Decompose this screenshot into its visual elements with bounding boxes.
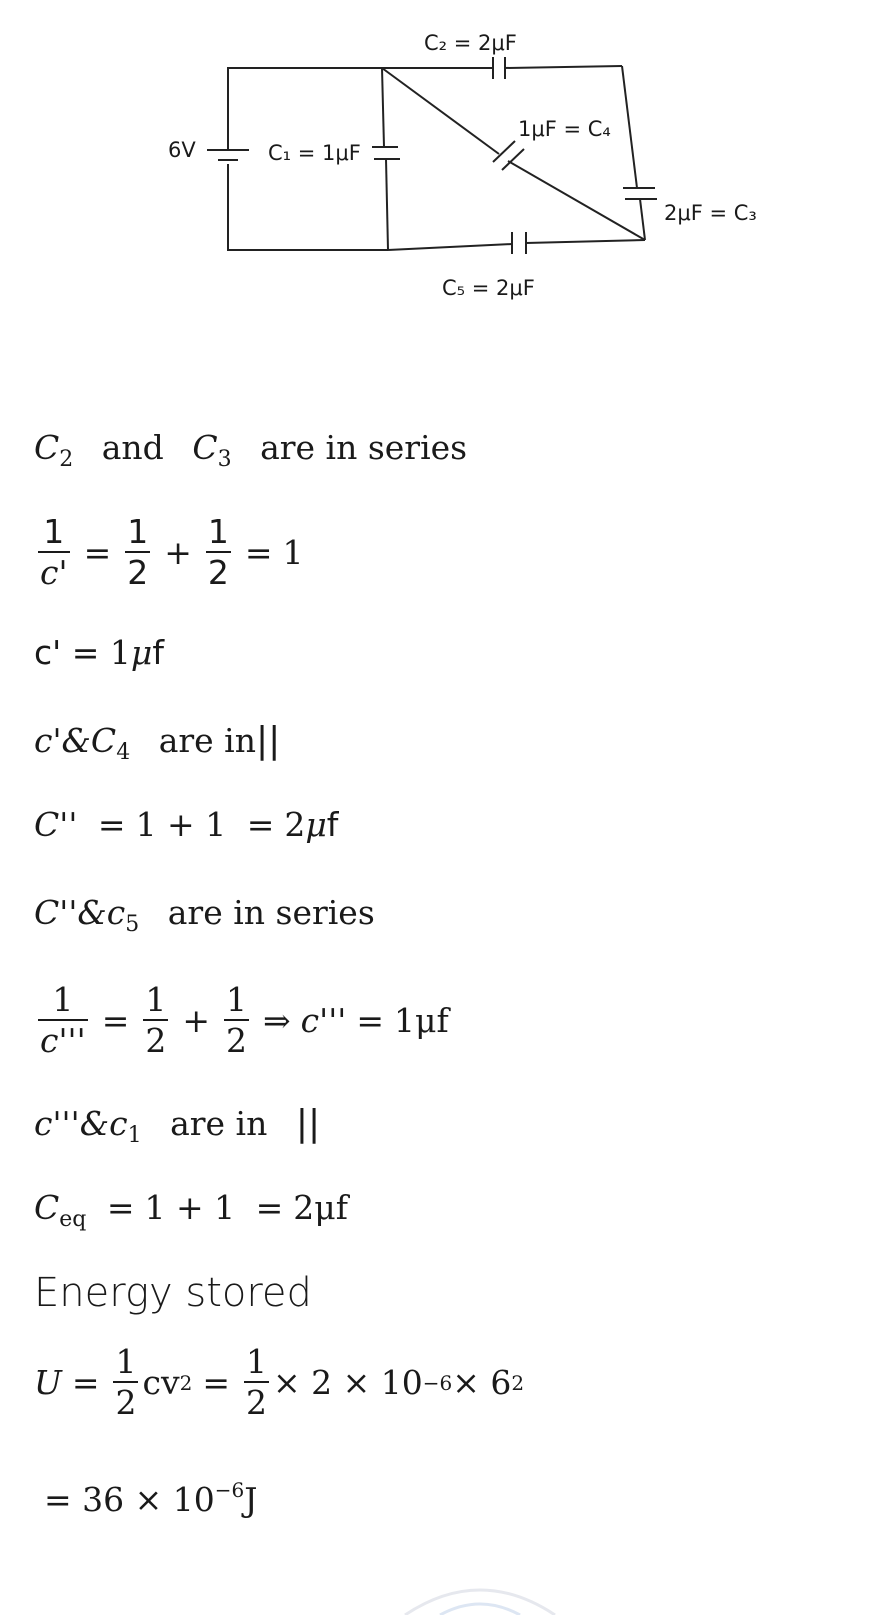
result-expression: = 36 × 10 — [44, 1480, 215, 1519]
exponent-minus-6: −6 — [214, 1478, 245, 1502]
numerator: 1 — [127, 512, 149, 551]
cv-exponent: 2 — [179, 1371, 193, 1395]
numerator: 1 — [145, 980, 167, 1019]
fraction-1-over-2 — [143, 981, 168, 1061]
denominator: c''' — [40, 1021, 86, 1060]
fraction-1-over-2 — [206, 513, 231, 593]
result-value: 1 — [282, 533, 304, 572]
value: 2 — [284, 805, 306, 844]
step-energy-formula: U = $\frac{1}{2}$ cv 2 = $\frac{1}{2}$ × 2 × 10 −6 × 6 2 — [34, 1342, 525, 1422]
step-c-double-prime: C'' = 1 + 1 = 2μf — [34, 805, 339, 844]
battery-label: 6V — [168, 138, 196, 162]
denominator: 2 — [226, 1021, 248, 1060]
cdp-c5-symbol: C''&c — [34, 893, 126, 932]
energy-stored-heading: Energy stored — [34, 1270, 312, 1316]
numerator: 1 — [43, 512, 65, 551]
u-symbol: U — [34, 1363, 62, 1402]
c5-subscript: 5 — [125, 912, 140, 937]
ctp-symbol: c''' — [300, 1001, 347, 1040]
c3-subscript: 3 — [217, 447, 232, 472]
cprime-c4-symbol: c'&C — [34, 721, 117, 760]
c-eq-value: 2μf — [293, 1188, 348, 1227]
numerator: 1 — [245, 1342, 267, 1381]
exponent-2: 2 — [511, 1371, 525, 1395]
bottom-decoration — [400, 1575, 560, 1615]
step-c-eq: $C_{eq} = 1 + 1 = 2\mu f$ — [34, 1188, 348, 1232]
c5-label: C₅ = 2μF — [442, 276, 535, 300]
step-cdp-c5-series — [34, 893, 375, 945]
numerator: 1 — [52, 980, 74, 1019]
fraction-1-over-2 — [125, 513, 150, 593]
cprime-equals: c' = — [34, 633, 100, 672]
exponent-minus-6: −6 — [422, 1371, 453, 1395]
c3-label: 2μF = C₃ — [664, 201, 757, 225]
denominator: 2 — [127, 553, 149, 592]
fraction-1-over-2 — [224, 981, 249, 1061]
numerator: 1 — [115, 1342, 137, 1381]
c2-symbol: C — [34, 428, 60, 467]
unit: f — [326, 805, 339, 844]
ctp-value: 1μf — [394, 1001, 449, 1040]
parallel-text: are in — [158, 721, 256, 760]
c1-subscript: 1 — [127, 1123, 142, 1148]
fraction-1-over-cprime — [38, 513, 70, 593]
sum-expression: 1 + 1 — [135, 805, 227, 844]
sum-expression: 1 + 1 — [144, 1188, 236, 1227]
product-expression: × 2 × 10 — [272, 1363, 423, 1402]
c4-label: 1μF = C₄ — [518, 117, 611, 141]
implies-arrow: ⇒ — [263, 1001, 291, 1040]
joule-unit: J — [244, 1480, 258, 1519]
fraction-1-over-2 — [244, 1343, 269, 1423]
c-double-prime: C'' — [34, 805, 78, 844]
step-cprime-c4-parallel — [34, 721, 280, 773]
c-eq-symbol: C — [34, 1188, 60, 1227]
numerator: 1 — [226, 980, 248, 1019]
denominator: 2 — [145, 1021, 167, 1060]
step-energy-result — [44, 1470, 257, 1520]
mu-symbol: μ — [305, 805, 327, 844]
eq-subscript: eq — [59, 1207, 87, 1232]
and-word: and — [101, 428, 164, 467]
step-c-triple-prime: $\frac{1}{c'''}$ = $\frac{1}{2}$ + $\frac{1}{2}$ ⇒ c''' = 1μf — [40, 980, 449, 1060]
ctp-c1-symbol: c'''&c — [34, 1104, 128, 1143]
unit: f — [152, 633, 164, 672]
parallel-text: are in — [170, 1104, 268, 1143]
times-six: × 6 — [452, 1363, 512, 1402]
fraction-1-over-2 — [113, 1343, 138, 1423]
denominator: 2 — [245, 1383, 267, 1422]
series-text: are in series — [260, 428, 468, 467]
step-ctp-c1-parallel — [34, 1104, 320, 1156]
circuit-diagram — [0, 0, 884, 340]
cprime-value: 1 — [109, 633, 131, 672]
denominator: 2 — [207, 553, 229, 592]
parallel-symbol: || — [295, 1103, 321, 1144]
c2-label: C₂ = 2μF — [424, 31, 517, 55]
denominator: c' — [40, 553, 68, 592]
c2-subscript: 2 — [59, 447, 74, 472]
denominator: 2 — [115, 1383, 137, 1422]
series-text: are in series — [167, 893, 375, 932]
c3-symbol: C — [192, 428, 218, 467]
cv-symbol: cv — [142, 1363, 180, 1402]
c1-label: C₁ = 1μF — [268, 141, 361, 165]
fraction-1-over-ctp — [38, 981, 88, 1061]
mu-symbol: μ — [130, 633, 153, 672]
c4-subscript: 4 — [116, 740, 131, 765]
step-series-formula: $\frac{1}{c'}$ = $\frac{1}{2}$ + $\frac{1}{2}$ = 1 — [40, 512, 304, 592]
parallel-symbol: || — [255, 720, 281, 761]
step-c2-c3-series — [34, 428, 467, 480]
numerator: 1 — [207, 512, 229, 551]
step-cprime-value — [34, 633, 164, 673]
